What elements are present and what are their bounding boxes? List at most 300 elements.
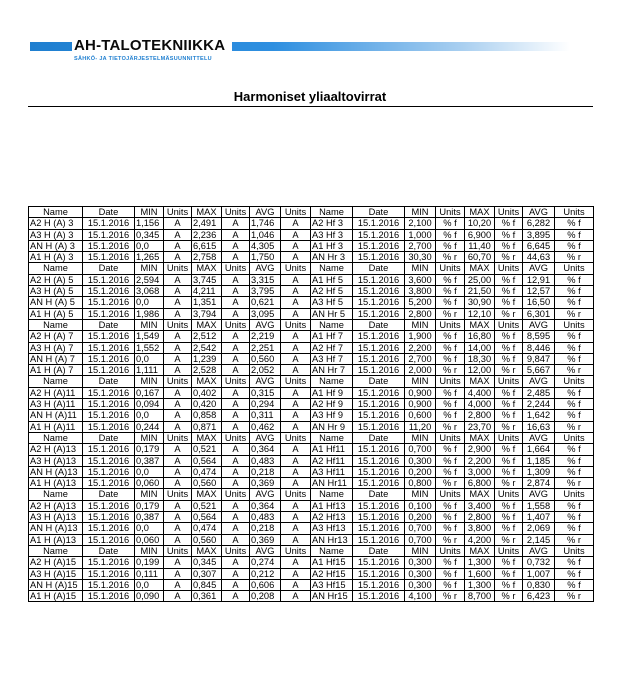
table-cell: 15.1.2016 (83, 410, 135, 421)
table-cell: A1 Hf 3 (311, 240, 353, 251)
column-header: MIN (405, 432, 436, 443)
table-cell: 2,700 (405, 353, 436, 364)
table-row (29, 557, 594, 568)
table-row (29, 444, 594, 455)
table-cell: % f (436, 353, 465, 364)
table-cell: 0,369 (250, 534, 281, 545)
table-cell: AN Hr 7 (311, 365, 353, 376)
table-cell: A (164, 331, 192, 342)
table-cell: 6,282 (523, 218, 555, 229)
table-cell: A (281, 252, 311, 263)
table-cell: 15.1.2016 (83, 274, 135, 285)
table-cell: % r (495, 365, 523, 376)
column-header: MAX (192, 376, 222, 387)
table-cell: 9,847 (523, 353, 555, 364)
table-cell: % r (495, 534, 523, 545)
table-cell: 0,564 (192, 455, 222, 466)
table-cell: % f (495, 229, 523, 240)
table-cell: A2 Hf 7 (311, 342, 353, 353)
table-cell: 3,000 (465, 466, 495, 477)
column-header: MIN (135, 432, 164, 443)
table-cell: 1,046 (250, 229, 281, 240)
table-cell: % f (495, 466, 523, 477)
table-cell: 15.1.2016 (83, 229, 135, 240)
column-header: MIN (135, 319, 164, 330)
table-cell: 11,40 (465, 240, 495, 251)
table-cell: % f (555, 218, 594, 229)
table-cell: A (164, 342, 192, 353)
table-cell: 1,986 (135, 308, 164, 319)
table-cell: A (222, 218, 250, 229)
column-header: AVG (523, 489, 555, 500)
column-header: Name (311, 432, 353, 443)
table-cell: A3 H (A)13 (29, 455, 83, 466)
table-cell: 0,606 (250, 579, 281, 590)
table-cell: A3 Hf 5 (311, 297, 353, 308)
table-cell: 8,700 (465, 591, 495, 602)
column-header: Units (164, 376, 192, 387)
column-header: Units (164, 432, 192, 443)
table-cell: AN H (A)13 (29, 466, 83, 477)
table-cell: 1,309 (523, 466, 555, 477)
table-cell: A (164, 500, 192, 511)
table-cell: % f (555, 557, 594, 568)
column-header: MIN (405, 263, 436, 274)
column-header: MAX (465, 432, 495, 443)
table-cell: A (281, 342, 311, 353)
table-cell: 1,300 (465, 579, 495, 590)
table-cell: 3,800 (405, 286, 436, 297)
table-cell: A (222, 331, 250, 342)
column-header: Name (311, 319, 353, 330)
table-cell: AN H (A) 5 (29, 297, 83, 308)
column-header: Units (281, 263, 311, 274)
table-cell: 1,239 (192, 353, 222, 364)
column-header: MAX (192, 319, 222, 330)
table-row (29, 286, 594, 297)
table-cell: % f (555, 387, 594, 398)
column-header: Date (353, 319, 405, 330)
column-header: Name (29, 489, 83, 500)
table-cell: 15.1.2016 (353, 297, 405, 308)
table-cell: 15.1.2016 (353, 512, 405, 523)
table-cell: % f (555, 342, 594, 353)
table-cell: 44,63 (523, 252, 555, 263)
column-header: MAX (192, 432, 222, 443)
table-row (29, 240, 594, 251)
column-header: Units (281, 545, 311, 556)
table-cell: A3 Hf11 (311, 466, 353, 477)
table-row (29, 342, 594, 353)
table-cell: A (222, 421, 250, 432)
table-cell: 0,300 (405, 455, 436, 466)
column-header: Name (311, 489, 353, 500)
table-cell: 0,307 (192, 568, 222, 579)
column-header: MAX (192, 263, 222, 274)
table-cell: 0,521 (192, 500, 222, 511)
table-cell: A3 H (A)13 (29, 512, 83, 523)
column-header: AVG (250, 489, 281, 500)
table-cell: A (164, 557, 192, 568)
column-header: Date (353, 432, 405, 443)
table-cell: 0,845 (192, 579, 222, 590)
column-header: Date (83, 263, 135, 274)
table-cell: 15.1.2016 (353, 218, 405, 229)
table-cell: 15.1.2016 (353, 399, 405, 410)
column-header: Date (353, 207, 405, 218)
table-cell: 16,63 (523, 421, 555, 432)
table-cell: % f (495, 500, 523, 511)
table-cell: 2,491 (192, 218, 222, 229)
column-header: Units (222, 545, 250, 556)
harmonics-table-container (28, 206, 593, 602)
table-cell: 3,600 (405, 274, 436, 285)
table-cell: 4,305 (250, 240, 281, 251)
table-row (29, 421, 594, 432)
table-cell: 0,100 (405, 500, 436, 511)
table-cell: % r (495, 308, 523, 319)
table-cell: 15.1.2016 (353, 331, 405, 342)
table-cell: 0,474 (192, 466, 222, 477)
column-header: MAX (465, 545, 495, 556)
table-cell: 0,0 (135, 353, 164, 364)
table-cell: % f (436, 286, 465, 297)
column-header: Units (164, 319, 192, 330)
table-cell: 0,300 (405, 579, 436, 590)
table-cell: 23,70 (465, 421, 495, 432)
column-header: Units (281, 319, 311, 330)
page-title: Harmoniset yliaaltovirrat (233, 89, 387, 104)
table-cell: 0,900 (405, 399, 436, 410)
table-cell: 1,664 (523, 444, 555, 455)
table-header-row (29, 319, 594, 330)
table-header-row (29, 207, 594, 218)
table-cell: A2 Hf 9 (311, 399, 353, 410)
table-cell: 15.1.2016 (353, 353, 405, 364)
table-cell: 0,420 (192, 399, 222, 410)
table-cell: 15.1.2016 (83, 308, 135, 319)
table-cell: 15.1.2016 (353, 500, 405, 511)
table-cell: 0,830 (523, 579, 555, 590)
table-cell: % r (555, 308, 594, 319)
table-cell: 1,900 (405, 331, 436, 342)
table-cell: A (164, 421, 192, 432)
table-cell: 4,200 (465, 534, 495, 545)
column-header: Date (353, 545, 405, 556)
column-header: Units (281, 489, 311, 500)
table-cell: 15.1.2016 (353, 455, 405, 466)
column-header: AVG (523, 545, 555, 556)
column-header: Units (164, 207, 192, 218)
table-cell: % f (495, 297, 523, 308)
table-cell: A3 H (A)15 (29, 568, 83, 579)
table-cell: A (164, 523, 192, 534)
table-cell: % f (495, 399, 523, 410)
column-header: MAX (465, 376, 495, 387)
table-cell: A1 Hf 5 (311, 274, 353, 285)
table-cell: A (281, 512, 311, 523)
table-row (29, 591, 594, 602)
table-cell: 3,400 (465, 500, 495, 511)
column-header: Units (495, 376, 523, 387)
table-cell: A3 Hf13 (311, 523, 353, 534)
table-cell: % f (495, 342, 523, 353)
table-cell: A2 H (A)13 (29, 444, 83, 455)
table-cell: % f (436, 342, 465, 353)
table-cell: 0,564 (192, 512, 222, 523)
table-cell: 15.1.2016 (83, 466, 135, 477)
table-header-row (29, 545, 594, 556)
table-cell: 4,211 (192, 286, 222, 297)
table-cell: 15.1.2016 (83, 331, 135, 342)
table-cell: 16,50 (523, 297, 555, 308)
column-header: Units (436, 207, 465, 218)
table-cell: A (281, 466, 311, 477)
table-cell: 0,167 (135, 387, 164, 398)
table-cell: % r (555, 365, 594, 376)
table-cell: A (164, 466, 192, 477)
table-cell: A (281, 557, 311, 568)
table-cell: 2,594 (135, 274, 164, 285)
table-cell: 0,0 (135, 297, 164, 308)
table-cell: 0,600 (405, 410, 436, 421)
table-cell: 0,218 (250, 466, 281, 477)
column-header: Units (555, 489, 594, 500)
column-header: MIN (405, 319, 436, 330)
table-cell: A (222, 229, 250, 240)
table-cell: 15.1.2016 (83, 240, 135, 251)
table-cell: 14,00 (465, 342, 495, 353)
table-cell: 15.1.2016 (83, 387, 135, 398)
table-cell: 15.1.2016 (353, 421, 405, 432)
table-cell: A1 Hf 9 (311, 387, 353, 398)
table-cell: A3 Hf 7 (311, 353, 353, 364)
table-cell: A1 H (A)11 (29, 421, 83, 432)
table-cell: % r (495, 478, 523, 489)
table-cell: A (164, 444, 192, 455)
table-cell: AN H (A)13 (29, 523, 83, 534)
table-row (29, 229, 594, 240)
table-cell: 1,111 (135, 365, 164, 376)
table-cell: % f (555, 410, 594, 421)
table-cell: % f (555, 466, 594, 477)
table-cell: A (222, 466, 250, 477)
column-header: AVG (250, 207, 281, 218)
table-cell: 8,446 (523, 342, 555, 353)
table-cell: 2,244 (523, 399, 555, 410)
table-cell: A (281, 218, 311, 229)
table-cell: 0,200 (405, 466, 436, 477)
table-cell: 1,265 (135, 252, 164, 263)
table-cell: % f (436, 455, 465, 466)
table-cell: AN Hr 9 (311, 421, 353, 432)
table-cell: 0,111 (135, 568, 164, 579)
table-cell: % r (495, 252, 523, 263)
table-cell: A2 Hf 3 (311, 218, 353, 229)
column-header: MAX (465, 489, 495, 500)
table-cell: A (164, 399, 192, 410)
column-header: AVG (523, 432, 555, 443)
table-cell: 1,642 (523, 410, 555, 421)
table-cell: A (164, 218, 192, 229)
table-cell: 16,80 (465, 331, 495, 342)
table-cell: A (222, 365, 250, 376)
table-cell: 0,300 (405, 568, 436, 579)
table-cell: 15.1.2016 (83, 579, 135, 590)
table-cell: 8,595 (523, 331, 555, 342)
table-cell: 0,218 (250, 523, 281, 534)
table-cell: 18,30 (465, 353, 495, 364)
table-cell: 6,645 (523, 240, 555, 251)
table-cell: 12,10 (465, 308, 495, 319)
column-header: MIN (405, 545, 436, 556)
company-tagline: SÄHKÖ- JA TIETOJÄRJESTELMÄSUUNNITTELU (74, 56, 212, 62)
table-cell: A (222, 500, 250, 511)
table-row (29, 399, 594, 410)
table-cell: 6,800 (465, 478, 495, 489)
column-header: Date (83, 207, 135, 218)
table-row (29, 410, 594, 421)
table-cell: % f (436, 523, 465, 534)
table-cell: 0,361 (192, 591, 222, 602)
table-cell: % f (555, 523, 594, 534)
table-cell: 2,800 (465, 410, 495, 421)
table-row (29, 353, 594, 364)
table-cell: 1,351 (192, 297, 222, 308)
table-cell: 15.1.2016 (83, 342, 135, 353)
column-header: MAX (192, 207, 222, 218)
table-cell: A3 Hf15 (311, 579, 353, 590)
table-cell: 1,552 (135, 342, 164, 353)
table-cell: 0,621 (250, 297, 281, 308)
table-cell: 2,758 (192, 252, 222, 263)
table-cell: A (164, 512, 192, 523)
table-cell: 0,274 (250, 557, 281, 568)
table-cell: 0,364 (250, 444, 281, 455)
table-cell: % f (495, 353, 523, 364)
table-cell: % r (436, 421, 465, 432)
title-divider (28, 106, 593, 107)
table-cell: 15.1.2016 (353, 568, 405, 579)
table-cell: 0,483 (250, 455, 281, 466)
table-cell: A (281, 308, 311, 319)
table-cell: % f (436, 410, 465, 421)
table-cell: A (222, 523, 250, 534)
table-cell: 3,095 (250, 308, 281, 319)
table-cell: A (222, 534, 250, 545)
table-row (29, 523, 594, 534)
table-cell: AN Hr 3 (311, 252, 353, 263)
table-cell: 0,402 (192, 387, 222, 398)
table-cell: A (222, 478, 250, 489)
table-cell: 15.1.2016 (353, 229, 405, 240)
table-cell: AN H (A)15 (29, 579, 83, 590)
table-cell: A (164, 478, 192, 489)
column-header: Date (83, 432, 135, 443)
column-header: Units (222, 319, 250, 330)
table-cell: 2,874 (523, 478, 555, 489)
table-cell: % f (555, 500, 594, 511)
table-cell: A (281, 229, 311, 240)
table-cell: 0,364 (250, 500, 281, 511)
table-cell: A (222, 240, 250, 251)
table-cell: A1 H (A) 3 (29, 252, 83, 263)
table-cell: A (222, 579, 250, 590)
table-cell: 15.1.2016 (83, 286, 135, 297)
column-header: Units (436, 263, 465, 274)
table-cell: A2 H (A) 3 (29, 218, 83, 229)
table-cell: A (222, 353, 250, 364)
table-row (29, 534, 594, 545)
table-row (29, 478, 594, 489)
table-cell: 15.1.2016 (83, 421, 135, 432)
table-cell: A (222, 512, 250, 523)
table-cell: A2 Hf11 (311, 455, 353, 466)
column-header: Name (29, 319, 83, 330)
table-cell: A (281, 534, 311, 545)
table-cell: % f (555, 240, 594, 251)
table-header-row (29, 489, 594, 500)
table-cell: A (281, 286, 311, 297)
table-cell: 15.1.2016 (83, 512, 135, 523)
table-cell: 1,007 (523, 568, 555, 579)
table-cell: A (222, 399, 250, 410)
table-cell: 15.1.2016 (83, 557, 135, 568)
table-cell: A (222, 455, 250, 466)
column-header: Units (436, 319, 465, 330)
column-header: AVG (523, 376, 555, 387)
column-header: MIN (135, 207, 164, 218)
table-cell: A3 Hf 3 (311, 229, 353, 240)
table-cell: A (222, 444, 250, 455)
table-cell: A1 H (A) 5 (29, 308, 83, 319)
table-cell: 60,70 (465, 252, 495, 263)
table-cell: 0,294 (250, 399, 281, 410)
table-cell: 1,156 (135, 218, 164, 229)
table-row (29, 308, 594, 319)
column-header: Name (311, 545, 353, 556)
table-cell: A1 H (A)13 (29, 534, 83, 545)
table-cell: A (281, 500, 311, 511)
table-cell: A2 H (A)15 (29, 557, 83, 568)
table-cell: A (222, 387, 250, 398)
column-header: Name (29, 207, 83, 218)
table-row (29, 455, 594, 466)
table-header-row (29, 376, 594, 387)
table-cell: % f (555, 568, 594, 579)
table-cell: 2,200 (465, 455, 495, 466)
table-row (29, 331, 594, 342)
column-header: Units (222, 376, 250, 387)
table-cell: 15.1.2016 (353, 308, 405, 319)
table-row (29, 252, 594, 263)
table-cell: A (281, 410, 311, 421)
column-header: Units (281, 376, 311, 387)
table-cell: 0,900 (405, 387, 436, 398)
table-cell: % f (495, 444, 523, 455)
table-cell: % f (495, 568, 523, 579)
table-cell: 1,000 (405, 229, 436, 240)
table-row (29, 387, 594, 398)
table-cell: 6,615 (192, 240, 222, 251)
table-cell: 0,732 (523, 557, 555, 568)
column-header: Units (495, 545, 523, 556)
table-cell: % f (495, 557, 523, 568)
table-cell: 12,91 (523, 274, 555, 285)
table-cell: A (281, 353, 311, 364)
table-cell: 15.1.2016 (83, 353, 135, 364)
table-cell: % f (555, 331, 594, 342)
